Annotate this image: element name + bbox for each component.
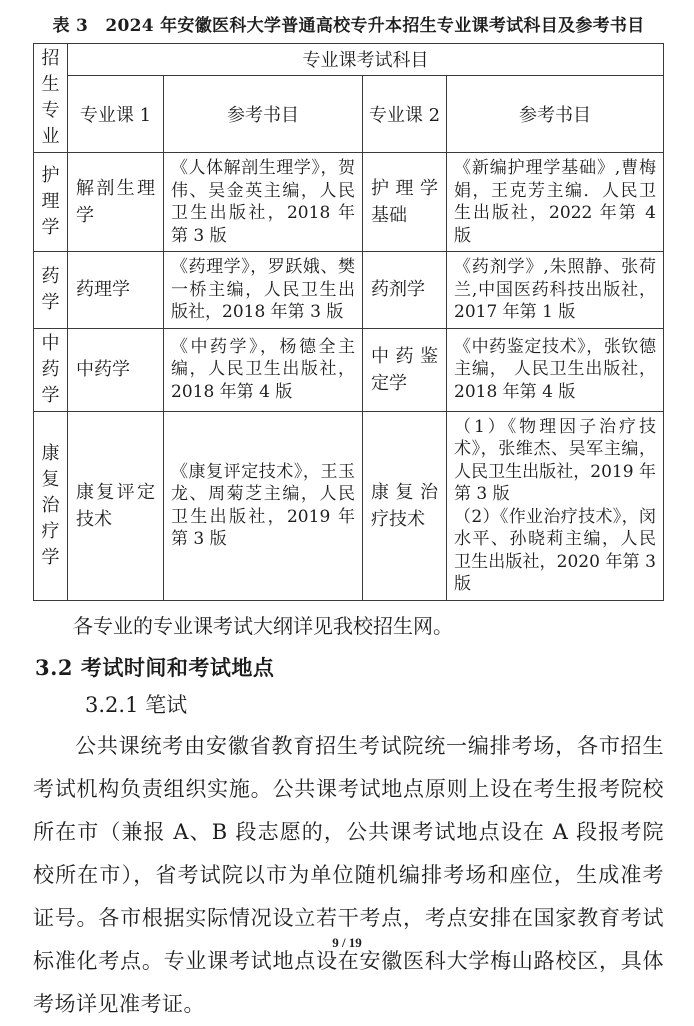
cell-course2: 护理学基础 <box>363 153 447 252</box>
cell-course1: 解剖生理学 <box>68 153 164 252</box>
table-row-pharmacy <box>34 252 664 329</box>
cell-course1: 康复评定技术 <box>68 411 164 600</box>
table-row-rehabilitation <box>34 411 664 600</box>
books2-item-1: （1）《物理因子治疗技术》，张维杰、吴军主编，人民卫生出版社，2019 年第 3 版 <box>454 416 656 504</box>
column-header-course1: 专业课 1 <box>68 75 164 152</box>
table-corner-header: 招生专业 <box>34 44 68 153</box>
subsection-heading-3-2-1: 3.2.1 笔试 <box>85 692 188 717</box>
cell-books1: 《中药学》，杨德全主编，人民卫生出版社，2018 年第 4 版 <box>164 328 363 411</box>
books2-item-2: （2）《作业治疗技术》，闵水平、孙晓莉主编，人民卫生出版社，2020 年第 3 版 <box>454 506 656 594</box>
table-caption: 表 3 2024 年安徽医科大学普通高校专升本招生专业课考试科目及参考书目 <box>52 16 645 36</box>
cell-course2: 药剂学 <box>363 252 447 329</box>
page-number: 9 / 19 <box>332 935 362 950</box>
cell-major: 中药学 <box>34 328 68 411</box>
exam-subjects-table <box>33 43 664 601</box>
table-header-row-group <box>34 44 664 76</box>
cell-major: 护理学 <box>34 153 68 252</box>
cell-course2: 康复治疗技术 <box>363 411 447 600</box>
table-group-header: 专业课考试科目 <box>68 44 664 76</box>
cell-books2: 《药剂学》,朱照静、张荷兰,中国医药科技出版社，2017 年第 1 版 <box>447 252 664 329</box>
cell-books2: 《中药鉴定技术》，张钦德主编， 人民卫生出版社，2018 年第 4 版 <box>447 328 664 411</box>
cell-books1: 《人体解剖生理学》，贺伟、吴金英主编，人民卫生出版社，2018 年第 3 版 <box>164 153 363 252</box>
cell-course1: 药理学 <box>68 252 164 329</box>
column-header-books2: 参考书目 <box>447 75 664 152</box>
table-row-nursing <box>34 153 664 252</box>
column-header-course2: 专业课 2 <box>363 75 447 152</box>
cell-major: 康复治疗学 <box>34 411 68 600</box>
cell-course1: 中药学 <box>68 328 164 411</box>
note-after-table: 各专业的专业课考试大纲详见我校招生网。 <box>73 613 453 638</box>
column-header-books1: 参考书目 <box>164 75 363 152</box>
cell-books2 <box>447 411 664 600</box>
body-paragraph-written-exam: 公共课统考由安徽省教育招生考试院统一编排考场，各市招生考试机构负责组织实施。公共课考试地点原则上设在考生报考院校所在市（兼报 A、B 段志愿的，公共课考试地点设在 A 段报考院校所在市），省考试院以市为单位随机编排考场和座位，生成准考证号。各市根据实际情况设立若干考点，考点安排在国家教育考试标准化考点。专业课考试地点设在安徽医科大学梅山路校区，具体考场详见准考证。 <box>33 733 664 1016</box>
cell-books2: 《新编护理学基础》,曹梅娟，王克芳主编．人民卫生出版社，2022 年第 4 版 <box>447 153 664 252</box>
cell-books1: 《康复评定技术》，王玉龙、周菊芝主编，人民卫生出版社，2019 年第 3 版 <box>164 411 363 600</box>
table-row-tcm-pharmacy <box>34 328 664 411</box>
section-heading-3-2: 3.2 考试时间和考试地点 <box>35 654 275 680</box>
cell-books1: 《药理学》，罗跃娥、樊一桥主编，人民卫生出版社，2018 年第 3 版 <box>164 252 363 329</box>
cell-major: 药学 <box>34 252 68 329</box>
table-header-row-columns <box>34 75 664 152</box>
cell-course2: 中药鉴定学 <box>363 328 447 411</box>
